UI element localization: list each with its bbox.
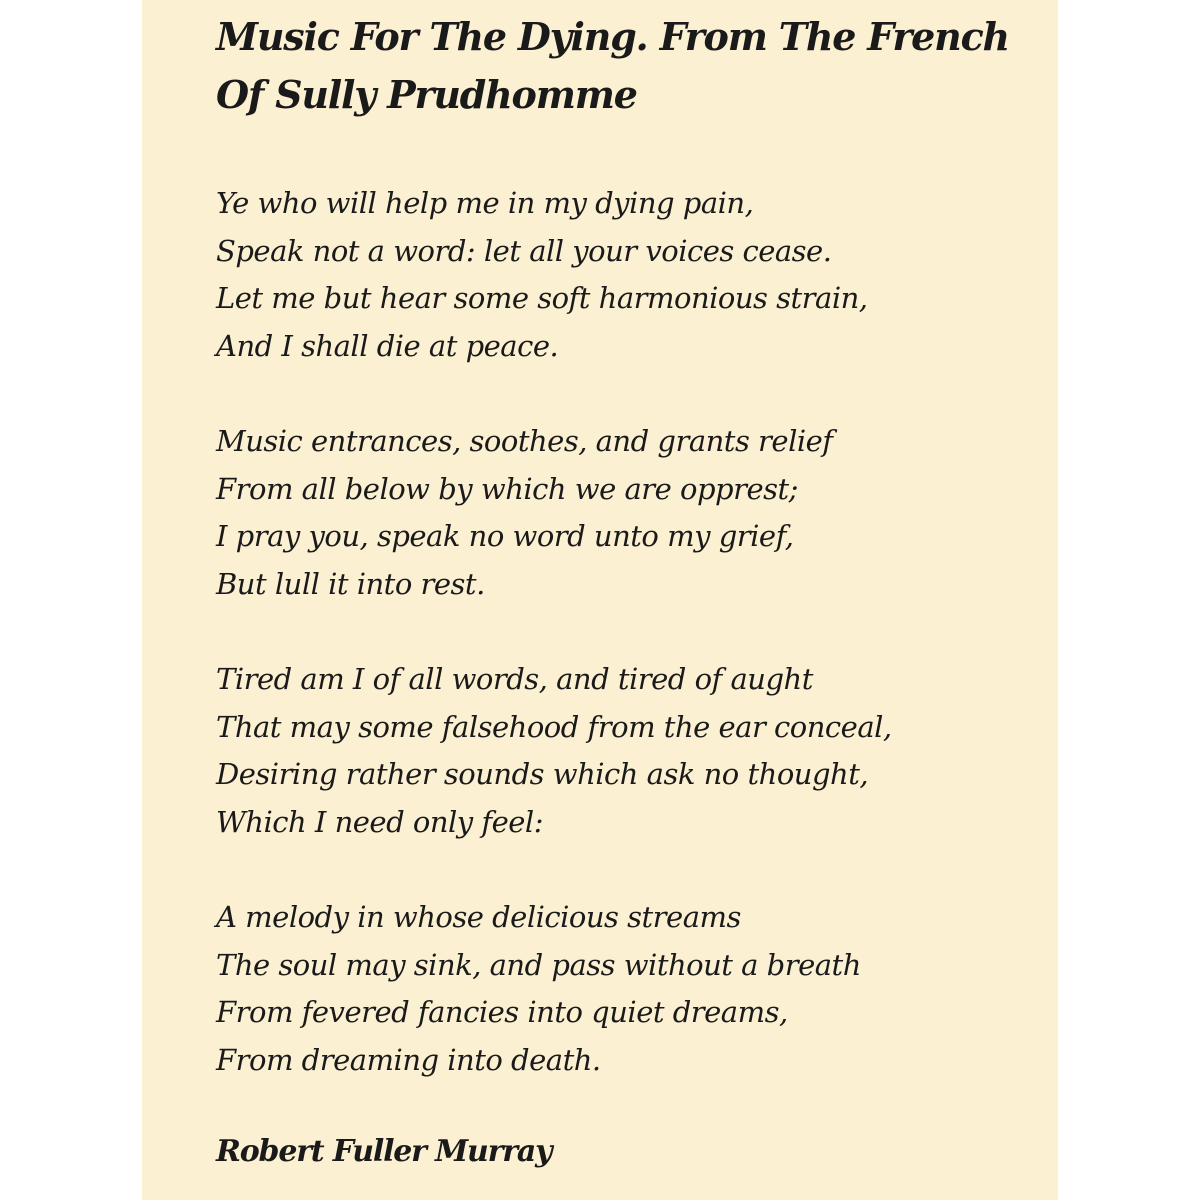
poem-body [216, 180, 1051, 1084]
poem-line: From dreaming into death. [216, 1042, 601, 1077]
poem-title: Music For The Dying. From The French Of Sully Prudhomme [216, 14, 1009, 117]
poem-line: I pray you, speak no word unto my grief, [216, 519, 794, 553]
poem-line: But lull it into rest. [216, 566, 485, 601]
poem-line: Music entrances, soothes, and grants relief [216, 424, 833, 458]
poem-line: Speak not a word: let all your voices cease. [216, 233, 832, 268]
poem-line: Which I need only feel: [216, 804, 543, 839]
poem-page [142, 0, 1058, 1200]
poem-line: A melody in whose delicious streams [216, 900, 741, 934]
poem-author: Robert Fuller Murray [216, 1134, 552, 1169]
stanza-4 [216, 894, 1051, 1084]
poem-line: From all below by which we are opprest; [216, 471, 798, 506]
poem-line: Tired am I of all words, and tired of aught [216, 662, 813, 696]
poem-line: Desiring rather sounds which ask no thought, [216, 757, 869, 791]
stanza-1 [216, 180, 1051, 370]
poem-line: Ye who will help me in my dying pain, [216, 186, 754, 220]
stanza-2 [216, 418, 1051, 608]
poem-line: That may some falsehood from the ear conceal, [216, 709, 892, 744]
poem-line: Let me but hear some soft harmonious strain, [216, 281, 868, 315]
poem-content [216, 8, 1051, 1172]
poem-line: From fevered fancies into quiet dreams, [216, 995, 788, 1029]
stanza-3 [216, 656, 1051, 846]
poem-line: The soul may sink, and pass without a breath [216, 947, 861, 982]
poem-line: And I shall die at peace. [216, 328, 559, 363]
